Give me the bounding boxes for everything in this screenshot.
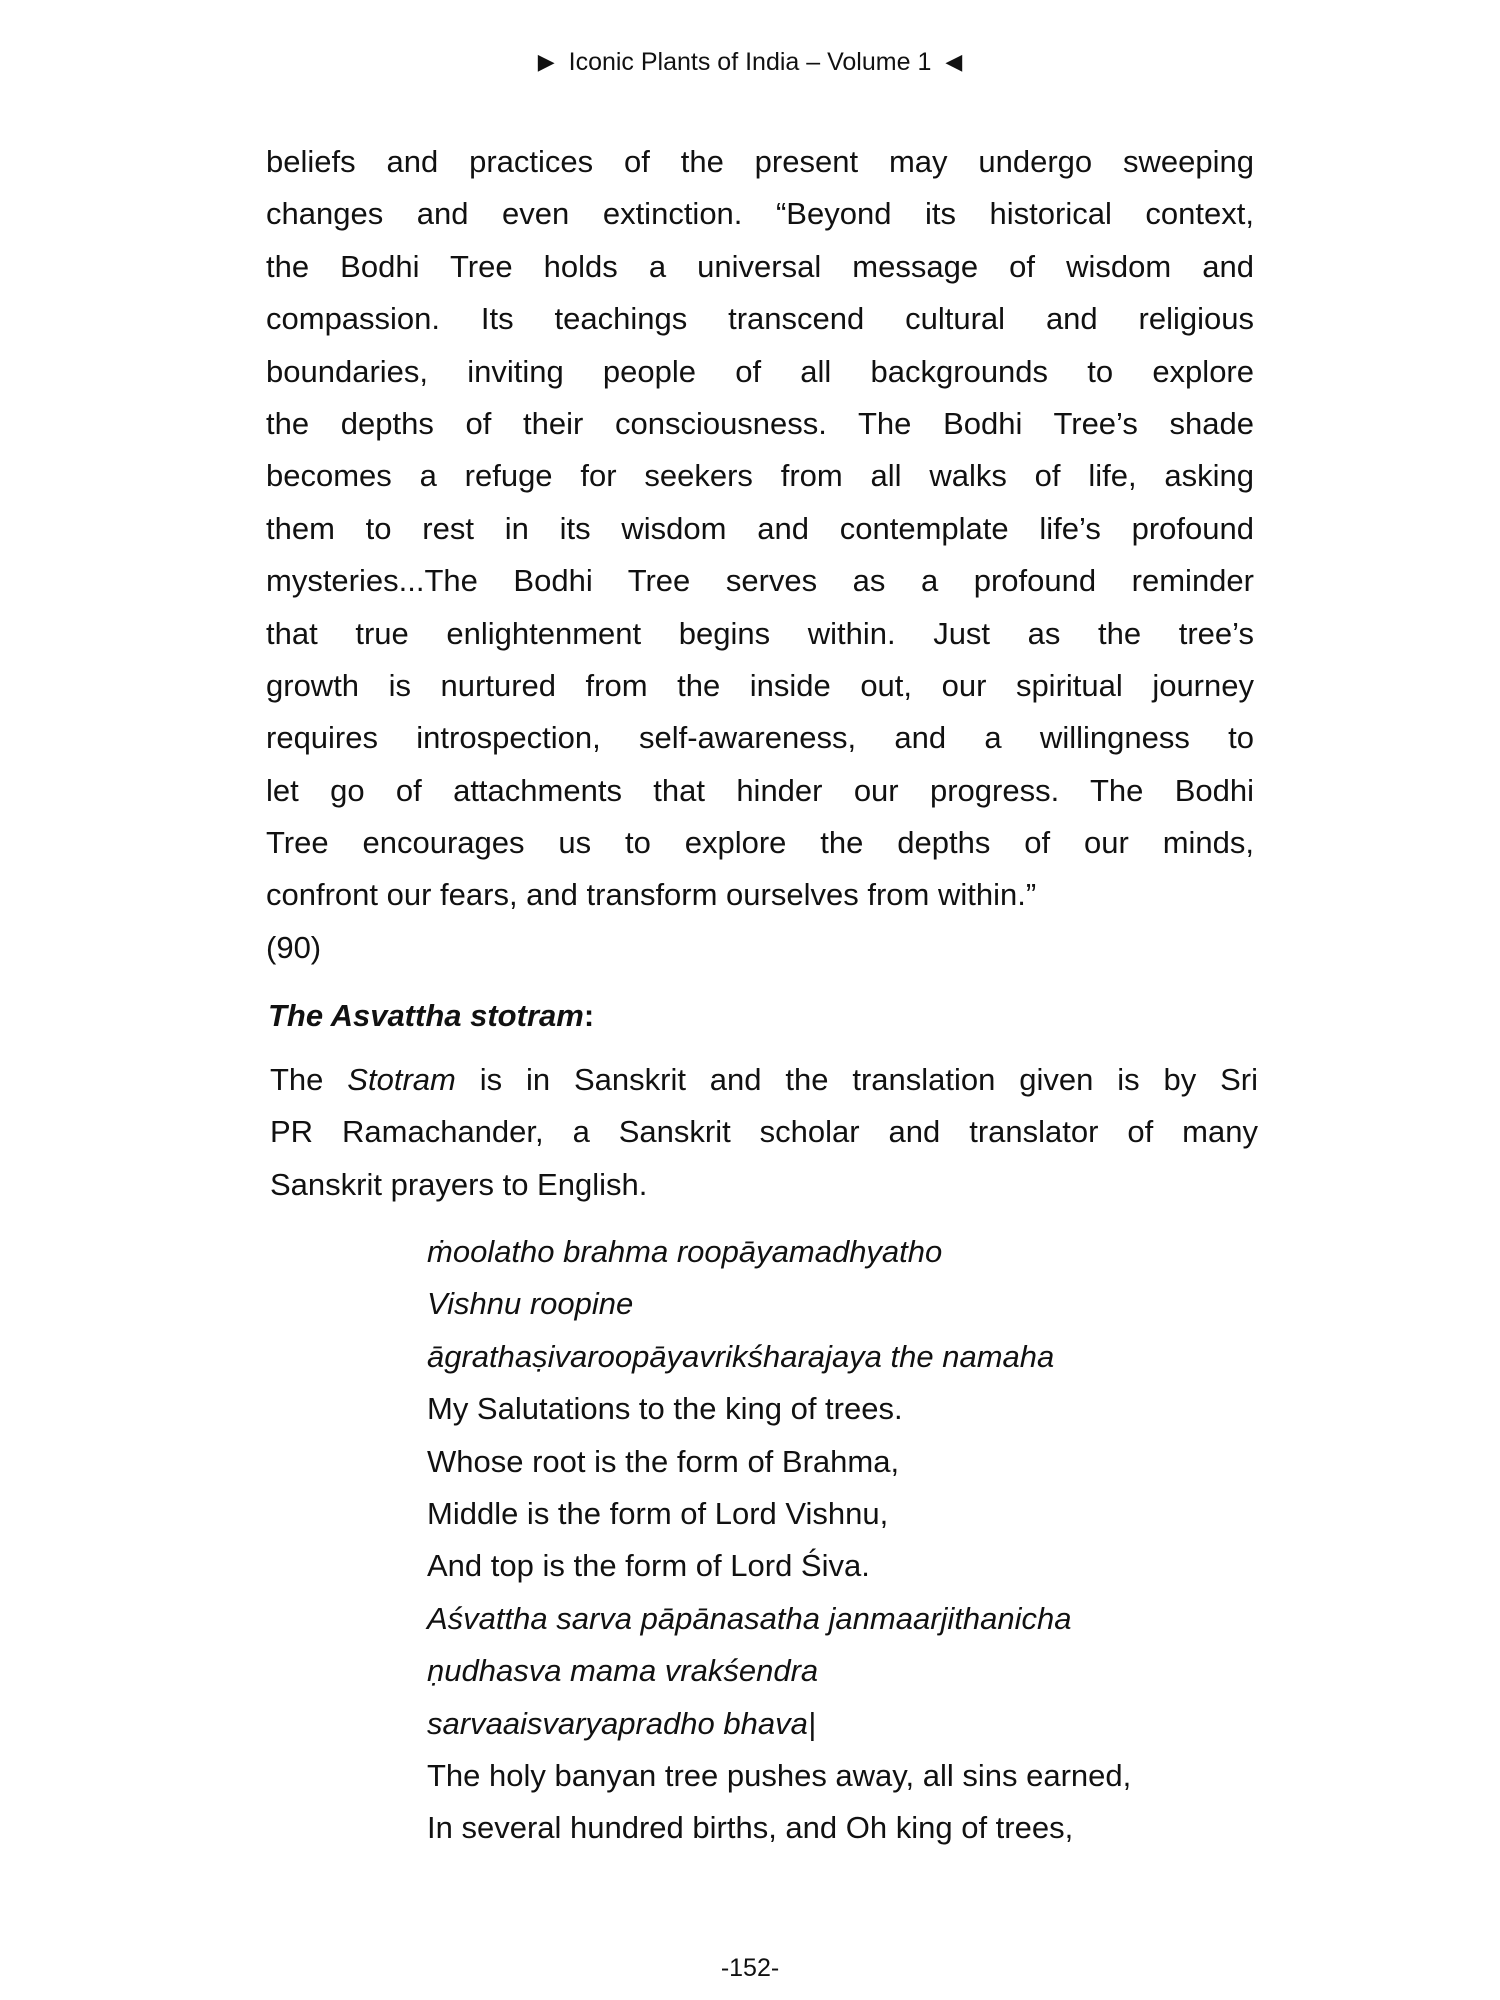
right-triangle-icon: ▶	[537, 49, 555, 74]
paragraph-line: Sanskrit prayers to English.	[270, 1166, 648, 1202]
translation-line: Whose root is the form of Brahma,	[427, 1443, 900, 1479]
paragraph-line: them to rest in its wisdom and contemplate life’s profound	[266, 510, 1254, 546]
italic-term: Stotram	[347, 1062, 456, 1097]
paragraph-line: confront our fears, and transform ourselves from within.”	[266, 877, 1037, 913]
paragraph-line: mysteries...The Bodhi Tree serves as a profound reminder	[266, 563, 1254, 599]
translation-line: And top is the form of Lord Śiva.	[427, 1548, 870, 1584]
sanskrit-line: ṁoolatho brahma roopāyamadhyatho	[427, 1234, 943, 1269]
paragraph-line: that true enlightenment begins within. Just as the tree’s	[266, 615, 1254, 651]
paragraph-line: Tree encourages us to explore the depths of our minds,	[266, 825, 1254, 861]
paragraph-line: growth is nurtured from the inside out, our spiritual journey	[266, 667, 1254, 703]
section-heading-colon: :	[583, 998, 595, 1033]
paragraph-line: the depths of their consciousness. The Bodhi Tree’s shade	[266, 405, 1254, 441]
paragraph-line: compassion. Its teachings transcend cultural and religious	[266, 301, 1254, 337]
text: is in Sanskrit and the translation given is by Sri	[455, 1062, 1259, 1097]
paragraph-line: let go of attachments that hinder our progress. The Bodhi	[266, 772, 1254, 808]
sanskrit-line: ṇudhasva mama vrakśendra	[427, 1653, 819, 1689]
translation-line: The holy banyan tree pushes away, all sins earned,	[427, 1757, 1132, 1793]
translation-line: Middle is the form of Lord Vishnu,	[427, 1495, 889, 1531]
section-heading-text: The Asvattha stotram	[268, 998, 584, 1033]
paragraph-line: beliefs and practices of the present may undergo sweeping	[266, 144, 1254, 179]
book-title: Iconic Plants of India – Volume 1	[568, 48, 932, 76]
sanskrit-line: Vishnu roopine	[427, 1286, 634, 1322]
paragraph-line: boundaries, inviting people of all backgrounds to explore	[266, 353, 1254, 389]
paragraph-line: PR Ramachander, a Sanskrit scholar and translator of many	[270, 1114, 1258, 1150]
paragraph-line: requires introspection, self-awareness, and a willingness to	[266, 720, 1254, 756]
sanskrit-line: Aśvattha sarva pāpānasatha janmaarjithanicha	[427, 1600, 1072, 1636]
text: The	[270, 1062, 348, 1097]
sanskrit-line: āgrathaṣivaroopāyavrikśharajaya the namaha	[427, 1338, 1055, 1374]
sanskrit-line: sarvaaisvaryapradho bhava|	[427, 1705, 816, 1741]
stotram-verse	[427, 1226, 1131, 1855]
translation-line: My Salutations to the king of trees.	[427, 1391, 903, 1427]
paragraph-line: (90)	[266, 929, 322, 965]
paragraph-line: the Bodhi Tree holds a universal message of wisdom and	[266, 248, 1254, 284]
intro-paragraph	[270, 1054, 1258, 1211]
left-triangle-icon: ◀	[945, 49, 963, 74]
paragraph-line: becomes a refuge for seekers from all walks of life, asking	[266, 458, 1254, 494]
paragraph-line: changes and even extinction. “Beyond its historical context,	[266, 196, 1254, 232]
translation-line: In several hundred births, and Oh king of trees,	[427, 1810, 1074, 1846]
section-heading	[268, 990, 594, 1042]
quote-paragraph	[266, 136, 1254, 974]
paragraph-line	[270, 1054, 1258, 1106]
running-header	[0, 44, 1500, 80]
page-number: -152-	[720, 1954, 780, 1982]
